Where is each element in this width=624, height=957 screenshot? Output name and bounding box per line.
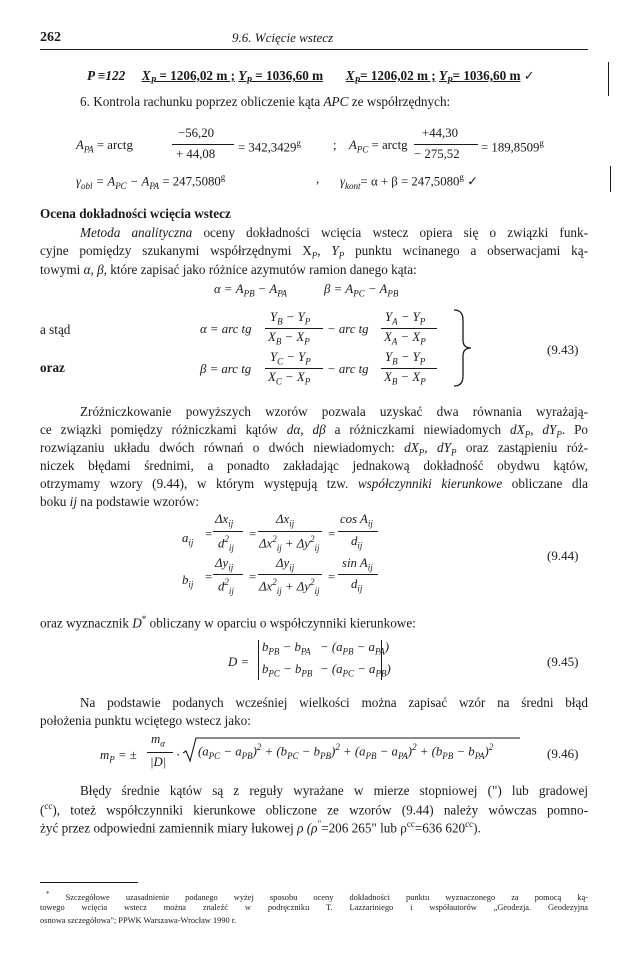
- page-number: 262: [40, 30, 61, 45]
- det-row1-right: − $(a_{PB} - a_{PA})$: [320, 640, 390, 657]
- coef-b-eq3: =: [328, 570, 336, 584]
- check-mark-icon: ✓: [463, 174, 478, 189]
- mp-lhs: $m_P$ = ±: [100, 748, 137, 765]
- footnote-line2: towego wcięcia wstecz można znaleźć w podręczniku T. Lazzariniego i współautorów „Geodezja. Geodezyjna: [40, 903, 588, 912]
- check-mark-icon: ✓: [523, 68, 535, 83]
- coef-b-bar2: [258, 574, 322, 575]
- coef-a-den3: $d_{ij}$: [351, 534, 363, 551]
- para4-line2: położenia punktu wciętego wstecz jako:: [40, 713, 251, 728]
- coef-b-den2: $\Delta x^2_{ij} + \Delta y^2_{ij}$: [259, 577, 320, 596]
- coef-b-num1: $\Delta y_{ij}$: [215, 556, 234, 573]
- coef-b-bar3: [338, 574, 378, 575]
- para1-line1: Metoda analityczna oceny dokładności wcięcia wstecz opiera się o związki funk-: [80, 225, 588, 240]
- footnote-line3: osnowa szczegółowa"; PPWK Warszawa-Wrocław 1990 r.: [40, 916, 237, 925]
- azimuth-pa-numerator: −56,20: [178, 126, 215, 140]
- mp-radicand: $(a_{PC} - a_{PB})^2 + (b_{PC} - b_{PB})^2 + (a_{PB} - a_{PA})^2 + (b_{PB} - b_{PA})^2$: [198, 742, 494, 761]
- margin-mark-mid: [610, 166, 611, 192]
- coef-a-lhs: $a_{ij}$: [182, 531, 194, 548]
- gamma-separator: ,: [316, 172, 320, 186]
- coef-b-bar1: [213, 574, 243, 575]
- para5-line1: Błędy średnie kątów są z reguły wyrażane w mierze stopniowej (") lub gradowej: [80, 783, 588, 798]
- beta-den2: $X_B - X_P$: [384, 370, 426, 387]
- angle-name: APC: [323, 94, 349, 109]
- coef-b-eq1: =: [205, 570, 213, 584]
- mp-denominator: |D|: [150, 755, 167, 769]
- beta-mid: − arc tg: [327, 362, 369, 376]
- coef-a-num3: $\cos A_{ij}$: [340, 512, 373, 529]
- det-lhs: D =: [228, 655, 250, 669]
- azimuth-pa-fraction-bar: [172, 144, 234, 145]
- coef-a-eq3: =: [328, 527, 336, 541]
- alpha-den2: $X_A - X_P$: [384, 330, 426, 347]
- coef-a-bar1: [213, 531, 243, 532]
- coef-b-num2: $\Delta y_{ij}$: [276, 556, 295, 573]
- coef-b-num3: $\sin A_{ij}$: [342, 556, 373, 573]
- para3-line: oraz wyznacznik D* obliczany w oparciu o współczynniki kierunkowe:: [40, 614, 416, 631]
- eq943-label-and: oraz: [40, 360, 65, 375]
- coef-a-den2: $\Delta x^2_{ij} + \Delta y^2_{ij}$: [259, 534, 320, 553]
- para2-line6: boku ij na podstawie wzorów:: [40, 494, 199, 509]
- eq943-number: (9.43): [547, 342, 579, 357]
- coef-a-num1: $\Delta x_{ij}$: [215, 512, 234, 529]
- para2-line1: Zróżniczkowanie powyższych wzorów pozwala uzyskać dwa równania wyrażają-: [80, 404, 588, 419]
- beta-fraction-bar-2: [381, 368, 437, 369]
- eq943-label-hence: a stąd: [40, 322, 71, 337]
- footnote-line1: * Szczegółowe uzasadnienie podanego wyżej sposobu oceny dokładności punktu wyznaczonego za pomocą ką-: [46, 890, 588, 902]
- mp-numerator: $m_\alpha$: [151, 732, 165, 749]
- beta-num2: $Y_B - Y_P$: [385, 350, 426, 367]
- azimuth-pc-numerator: +44,30: [422, 126, 459, 140]
- gamma-control: $\gamma_{kont}= \alpha + \beta = 247,5080^g$ ✓: [340, 172, 478, 191]
- control-item: 6. Kontrola rachunku poprzez obliczenie kąta APC ze współrzędnych:: [80, 94, 451, 109]
- para2-line5: otrzymamy wzory (9.44), w którym występują tzw. współczynniki kierunkowe obliczane dla: [40, 476, 588, 491]
- footnote-rule: [40, 882, 138, 883]
- coef-a-bar2: [258, 531, 322, 532]
- mp-dot: ·: [176, 748, 181, 762]
- header-rule: [40, 49, 588, 50]
- para2-line4: niczek błędami średnimi, a ponadto zakładając jednakową dokładność obydwu kątów,: [40, 458, 588, 473]
- det-row1-left: $b_{PB} - b_{PA}$: [262, 640, 311, 657]
- azimuth-pc-value: = 189,8509$^g$: [481, 138, 544, 155]
- beta-num1: $Y_C - Y_P$: [270, 350, 311, 367]
- azimuth-pc-denominator: − 275,52: [414, 147, 460, 161]
- para2-line2: ce związki pomiędzy różniczkami kątów dα, dβ a różniczkami niewiadomych $dX_P$, $dY_P$. Po: [40, 422, 588, 440]
- alpha-num1: $Y_B - Y_P$: [270, 310, 311, 327]
- beta-fraction-bar-1: [265, 368, 323, 369]
- det-row2-right: − $(a_{PC} - a_{PB})$: [320, 662, 391, 679]
- result-xp-second: $X_P= 1206,02$ m ;: [345, 68, 436, 86]
- alpha-fraction-bar-1: [265, 328, 323, 329]
- margin-mark-top: [608, 62, 609, 96]
- azimuth-pa-denominator: + 44,08: [176, 147, 216, 161]
- azimuth-pc-lhs: $A_{PC}$ = arctg: [349, 138, 408, 155]
- result-line: [87, 68, 535, 86]
- running-title: 9.6. Wcięcie wstecz: [232, 30, 334, 45]
- coef-b-den1: $d^2_{ij}$: [218, 577, 234, 596]
- beta-den1: $X_C - X_P$: [268, 370, 311, 387]
- para2-line3: rozwiązaniu układu dwóch równań o dwóch niewiadomych: $dX_P$, $dY_P$ oraz zastąpieniu róż-: [40, 440, 588, 458]
- coef-b-eq2: =: [249, 570, 257, 584]
- para4-line1: Na podstawie podanych wcześniej wielkości można zapisać wzór na średni błąd: [80, 695, 588, 710]
- result-point-label: P ≡122: [87, 68, 126, 83]
- det-left-bar: [258, 640, 259, 680]
- result-xp-first: $X_P = 1206,02$ m ;: [141, 68, 236, 86]
- mp-fraction-bar: [147, 752, 173, 753]
- beta-lhs: β = arc tg: [200, 362, 252, 376]
- section-title: Ocena dokładności wcięcia wstecz: [40, 206, 231, 221]
- coef-a-eq1: =: [205, 527, 213, 541]
- result-yp-second: $Y_P= 1036,60$ m: [438, 68, 521, 86]
- gamma-computed: $\gamma_{obl} = A_{PC} - A_{PA} = 247,5080^g$: [76, 172, 226, 191]
- alpha-den1: $X_B - X_P$: [268, 330, 310, 347]
- azimuth-separator: ;: [333, 138, 337, 152]
- eq944-number: (9.44): [547, 548, 579, 563]
- alpha-mid: − arc tg: [327, 322, 369, 336]
- angle-definition-alpha: $\alpha = A_{PB} - A_{PA}$: [214, 282, 288, 299]
- azimuth-pa-value: = 342,3429$^g$: [238, 138, 301, 155]
- coef-b-lhs: $b_{ij}$: [182, 573, 194, 590]
- alpha-fraction-bar-2: [381, 328, 437, 329]
- azimuth-pc-fraction-bar: [414, 144, 478, 145]
- coef-a-bar3: [338, 531, 378, 532]
- alpha-lhs: α = arc tg: [200, 322, 252, 336]
- para5-line2: ($^{cc}$), toteż współczynniki kierunkowe obliczone ze wzorów (9.44) należy wówczas pomno-: [40, 801, 588, 818]
- para1-line2: cyjne pomiędzy szukanymi współrzędnymi $X_P$, $Y_P$ punktu wcinanego a obserwacjami ką-: [40, 243, 589, 261]
- para5-line3: żyć przez odpowiedni zamiennik miary łukowej ρ (ρ"=206 265" lub $\rho^{cc}=636$ $620^{cc}$).: [40, 819, 481, 836]
- coef-a-num2: $\Delta x_{ij}$: [276, 512, 295, 529]
- det-row2-left: $b_{PC} - b_{PB}$: [262, 662, 313, 679]
- eq946-number: (9.46): [547, 746, 579, 761]
- para1-line3: towymi α, β, które zapisać jako różnice azymutów ramion danego kąta:: [40, 262, 417, 277]
- eq945-number: (9.45): [547, 654, 579, 669]
- alpha-num2: $Y_A - Y_P$: [385, 310, 426, 327]
- azimuth-pa-lhs: $A_{PA}$ = arctg: [76, 138, 133, 155]
- result-yp-first: $Y_P = 1036,60$ m: [238, 68, 324, 86]
- coef-a-eq2: =: [249, 527, 257, 541]
- coef-b-den3: $d_{ij}$: [351, 577, 363, 594]
- coef-a-den1: $d^2_{ij}$: [218, 534, 234, 553]
- angle-definition-beta: $\beta = A_{PC} - A_{PB}$: [324, 282, 399, 299]
- right-brace-icon: [452, 308, 474, 388]
